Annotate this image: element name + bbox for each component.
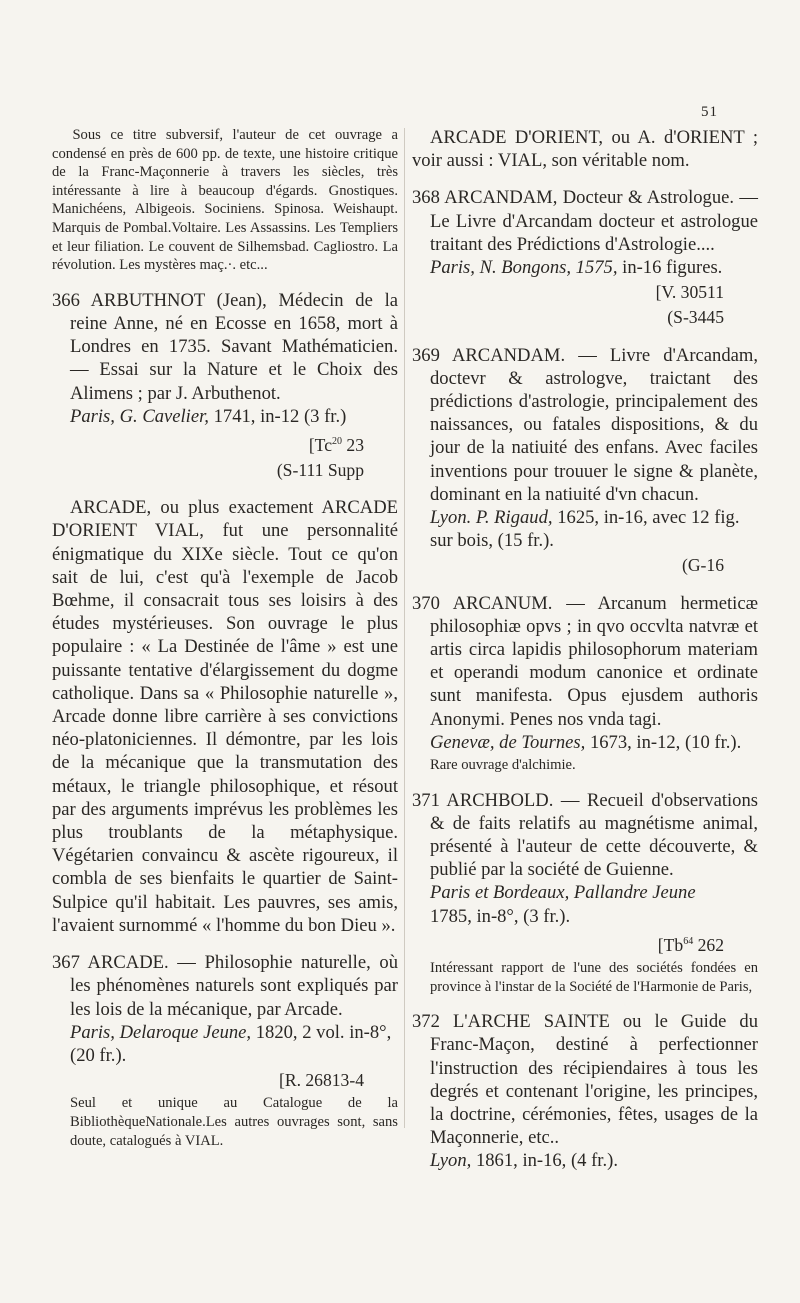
entry-number: 368 (412, 187, 440, 209)
publication-details: 1741, in-12 (3 fr.) (213, 405, 347, 427)
entry-body (412, 186, 758, 256)
publication-line (430, 1149, 758, 1172)
entry-370 (412, 592, 758, 775)
entry-body (412, 1010, 758, 1149)
entry-note: Intéressant rapport de l'une des sociétés fondées en province à l'instar de la Société de l'Harmonie de Paris, (430, 959, 758, 995)
left-column (52, 126, 398, 1150)
publication-details: 1861, in-16, (4 fr.). (475, 1150, 618, 1172)
entry-text: ARCADE D'ORIENT, ou A. d'ORIENT ; voir aussi : VIAL, son véritable nom. (412, 127, 758, 172)
call-number-sup: 64 (683, 935, 694, 947)
entry-body (412, 344, 758, 506)
publication-details: 1820, 2 vol. in-8°, (20 fr.). (70, 1021, 392, 1066)
entry-number: 366 (52, 289, 80, 311)
right-column (412, 126, 758, 1173)
imprint: Lyon, (430, 1150, 472, 1172)
entry-note: Rare ouvrage d'alchimie. (430, 757, 576, 774)
entry-body (52, 289, 398, 405)
intro-paragraph: Sous ce titre subversif, l'auteur de cet ouvrage a condensé en près de 600 pp. de texte, une histoire critique de la Franc-Maçonnerie à travers les siècles, très intéressante à lire à beaucoup d'égards. Gnostiques. Manichéens, Albigeois. Sociniens. Spinosa. Weishaupt. Marquis de Pombal.Voltaire. Les Assassins. Les Templiers et leur filiation. Le couvent de Silhemsbad. Cagliostro. La révolution. Les mystères maç.·. etc... (52, 127, 398, 274)
entry-text: L'ARCHE SAINTE ou le Guide du Franc-Maçon, destiné à perfectionner l'instruction des récipiendaires à tous les degrés et contenant l'origine, les principes, la doctrine, cérémonies, fêtes, usages de la Maçonnerie, etc.. (430, 1011, 758, 1149)
entry-number: 370 (412, 592, 440, 614)
publication-line (430, 881, 758, 927)
imprint: Paris, N. Bongons, 1575, (430, 257, 618, 279)
page-number: 51 (701, 104, 718, 120)
publication-line (430, 506, 758, 552)
imprint: Genevæ, de Tournes, (430, 731, 586, 753)
publication-details: 1673, in-12, (10 fr.). (589, 731, 742, 753)
call-number-main: [Tc (308, 434, 332, 455)
call-number: (G-16 (681, 555, 724, 576)
publication-details: 1625, in-16, avec 12 fig. sur bois, (15 fr.). (430, 507, 740, 552)
entry-arcade-bio (52, 496, 398, 937)
publication-line (70, 405, 398, 428)
imprint: Paris, G. Cavelier, (70, 405, 209, 427)
call-number (412, 930, 758, 957)
call-number-secondary: (S-111 Supp (276, 460, 364, 481)
entry-text: ARCADE. — Philosophie naturelle, où les phénomènes naturels sont expliqués par les lois de la mécanique, par Arcade. (70, 952, 398, 1020)
entry-number: 371 (412, 789, 440, 811)
entry-body (52, 951, 398, 1021)
publication-line (70, 1021, 398, 1067)
call-number (52, 430, 398, 457)
imprint: Paris et Bordeaux, Pallandre Jeune (430, 882, 696, 904)
entry-text: ARCANUM. — Arcanum hermeticæ philosophiæ opvs ; in qvo occvlta natvræ et artis circa lapidis philosophorum materiam et operandi modum canonice et ordinate sunt manifesta. Opus ejusdem authoris Anonymi. Penes nos vnda tagi. (430, 592, 759, 730)
entry-number: 372 (412, 1011, 440, 1033)
publication-line (430, 731, 758, 754)
entry-arcade-dorient (412, 126, 758, 172)
entry-369 (412, 344, 758, 578)
publication-line (430, 256, 758, 279)
call-number-secondary: (S-3445 (667, 307, 724, 328)
entry-text: ARCADE, ou plus exactement ARCADE D'ORIENT VIAL, fut une personnalité énigmatique du XIXe siècle. Tout ce qu'on sait de lui, c'est qu'à l'exemple de Jacob Bœhme, il consacrait tous ses loisirs à des études mystérieuses. Son ouvrage le plus populaire : « La Destinée de l'âme » est une puissante tentative d'élargissement du dogme catholique. Dans sa « Philosophie naturelle », Arcade donne libre carrière à ses convictions néo-platoniciennes. Il démontre, par les lois de la mécanique que la transmutation des métaux, le triangle philosophique, et résout par des arguments imprévus les problèmes les plus troublants de la métaphysique. Végétarien convaincu & ascète rigoureux, il combla de ses bienfaits le quartier de Saint-Sulpice qu'il habitait. Les pauvres, ses amis, l'avaient surnommé « l'homme du bon Dieu ». (52, 497, 398, 936)
publication-details: 1785, in-8°, (3 fr.). (430, 905, 571, 927)
entry-number: 367 (52, 952, 80, 974)
entry-text: ARCHBOLD. — Recueil d'observations & de faits relatifs au magnétisme animal, présenté à l'auteur de cette découverte, & publié par la société de Guienne. (430, 789, 759, 881)
entry-number: 369 (412, 344, 440, 366)
call-number: [V. 30511 (655, 282, 724, 303)
entry-body (412, 592, 758, 731)
entry-372 (412, 1010, 758, 1172)
entry-text: ARBUTHNOT (Jean), Médecin de la reine Anne, né en Ecosse en 1658, mort à Londres en 1735. Savant Mathématicien. — Essai sur la Nature et le Choix des Alimens ; par J. Arbuthenot. (70, 289, 398, 404)
entry-text: ARCANDAM, Docteur & Astrologue. — Le Livre d'Arcandam docteur et astrologue traitant des Prédictions d'Astrologie.... (430, 187, 758, 255)
call-number-rest: 262 (693, 934, 724, 955)
call-number-sup: 20 (332, 435, 342, 447)
call-number: [R. 26813-4 (278, 1070, 364, 1091)
imprint: Lyon. P. Rigaud, (430, 507, 553, 529)
entry-body (412, 789, 758, 882)
call-number-main: [Tb (657, 934, 684, 955)
entry-note: Seul et unique au Catalogue de la BibliothèqueNationale.Les autres ouvrages sont, sans doute, catalogués à VIAL. (70, 1095, 398, 1149)
publication-details: in-16 figures. (622, 257, 723, 279)
imprint: Paris, Delaroque Jeune, (70, 1021, 252, 1043)
entry-367 (52, 951, 398, 1150)
entry-371 (412, 789, 758, 996)
entry-368 (412, 186, 758, 329)
entry-366 (52, 289, 398, 482)
call-number-rest: 23 (342, 434, 364, 455)
column-divider (404, 128, 405, 1128)
entry-text: ARCANDAM. — Livre d'Arcandam, doctevr & astrologve, traictant des prédictions d'astrologie, principalement des naissances, ou fatales dispositions, & du jour de la natiuité des enfans. Avec faciles inventions pour trouuer le signe & planète, dominant en la natiuité d'vn chacun. (430, 344, 758, 505)
